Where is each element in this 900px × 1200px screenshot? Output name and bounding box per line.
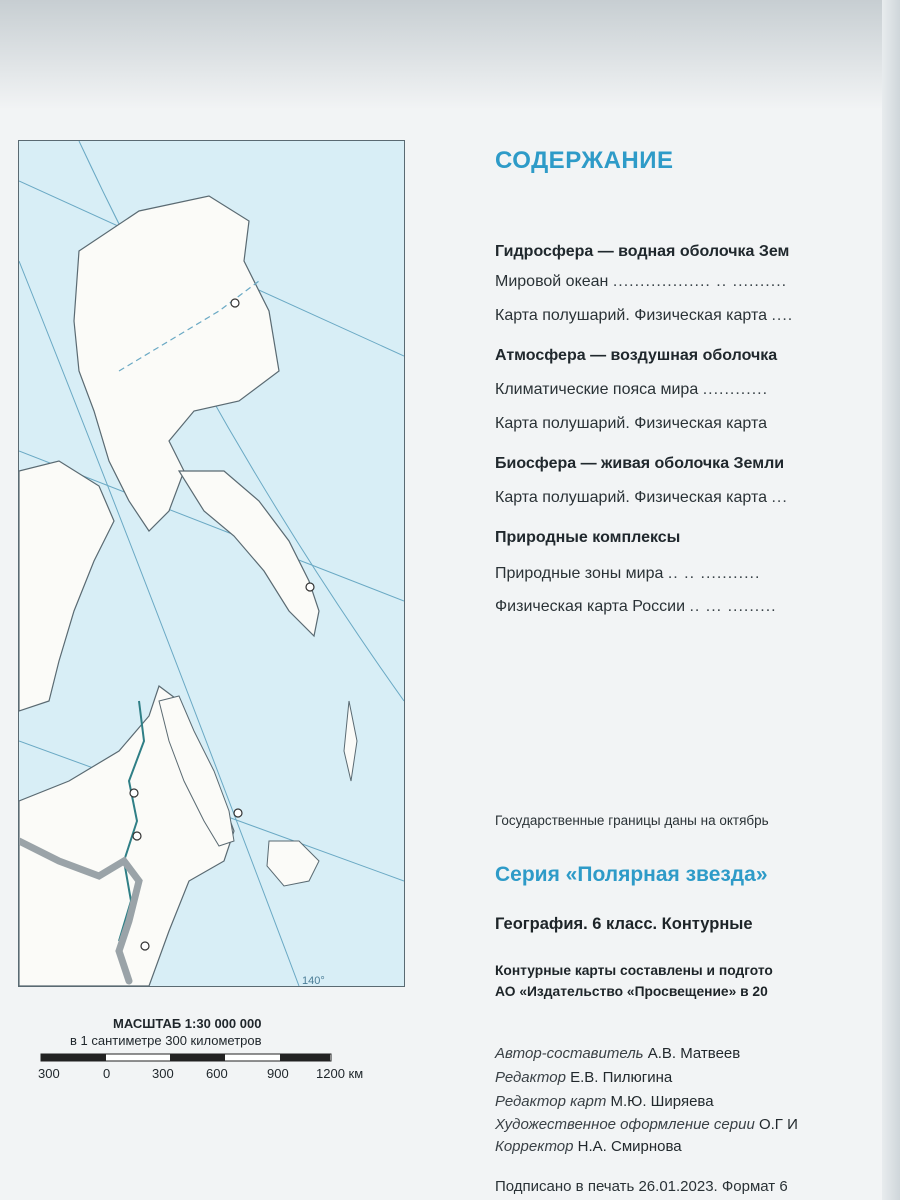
credit-line — [495, 1093, 714, 1110]
scale-tick: 300 — [152, 1066, 174, 1081]
scale-tick: 1200 км — [316, 1066, 364, 1081]
toc-section[interactable] — [495, 347, 900, 365]
toc-leader: ... — [771, 489, 788, 506]
prepared-line: АО «Издательство «Просвещение» в 20 — [495, 984, 768, 999]
toc-title: СОДЕРЖАНИЕ — [495, 147, 674, 174]
toc-item[interactable] — [495, 565, 900, 583]
credit-role: Редактор — [495, 1069, 566, 1086]
series-title: Серия «Полярная звезда» — [495, 863, 768, 886]
toc-label: Природные зоны мира — [495, 565, 664, 582]
map-meridian-label: 140° — [302, 975, 325, 986]
city-marker — [234, 809, 242, 817]
city-marker — [231, 299, 239, 307]
toc-label: Карта полушарий. Физическая карта — [495, 489, 768, 506]
toc-label: Гидросфера — водная оболочка Зем — [495, 243, 790, 260]
toc-leader: .................. .. .......... — [612, 273, 788, 290]
toc-item[interactable] — [495, 307, 900, 325]
credit-line — [495, 1045, 740, 1062]
credit-role: Автор-составитель — [495, 1045, 644, 1062]
credit-name: Н.А. Смирнова — [577, 1138, 682, 1155]
credit-line — [495, 1138, 682, 1155]
toc-label: Карта полушарий. Физическая карта — [495, 415, 768, 432]
scale-tick: 900 — [267, 1066, 289, 1081]
city-marker — [133, 832, 141, 840]
credit-role: Корректор — [495, 1138, 574, 1155]
scale-tick: 600 — [206, 1066, 228, 1081]
toc-label: Климатические пояса мира — [495, 381, 699, 398]
toc-label: Биосфера — живая оболочка Земли — [495, 455, 785, 472]
credit-name: М.Ю. Ширяева — [610, 1093, 714, 1110]
toc-section[interactable] — [495, 455, 900, 473]
credit-role: Художественное оформление серии — [495, 1116, 755, 1133]
map-drawing — [19, 141, 404, 986]
credit-name: А.В. Матвеев — [647, 1045, 741, 1062]
scale-tick: 300 — [38, 1066, 60, 1081]
scale-bar — [40, 1052, 350, 1066]
toc-section[interactable] — [495, 529, 900, 547]
prepared-line: Контурные карты составлены и подгото — [495, 963, 773, 978]
toc-item[interactable] — [495, 415, 900, 433]
credit-name: Е.В. Пилюгина — [570, 1069, 673, 1086]
toc-label: Атмосфера — воздушная оболочка — [495, 347, 778, 364]
toc-label: Мировой океан — [495, 273, 609, 290]
signed-to-print: Подписано в печать 26.01.2023. Формат 6 — [495, 1178, 788, 1195]
city-marker — [141, 942, 149, 950]
toc-item[interactable] — [495, 381, 900, 399]
toc-label: Природные комплексы — [495, 529, 681, 546]
toc-item[interactable] — [495, 489, 900, 507]
toc-leader: .... — [771, 307, 794, 324]
borders-note: Государственные границы даны на октябрь — [495, 813, 769, 828]
credit-role: Редактор карт — [495, 1093, 607, 1110]
toc-section[interactable] — [495, 243, 900, 261]
scale-title: МАСШТАБ 1:30 000 000 — [113, 1016, 262, 1031]
toc-leader: .. .. ........... — [667, 565, 761, 582]
toc-label: Карта полушарий. Физическая карта — [495, 307, 768, 324]
toc-leader: .. ... ......... — [689, 598, 777, 615]
credit-name: О.Г И — [758, 1116, 798, 1133]
city-marker — [130, 789, 138, 797]
city-marker — [306, 583, 314, 591]
toc-leader: ............ — [702, 381, 769, 398]
toc-item[interactable] — [495, 273, 900, 291]
contour-map — [18, 140, 405, 987]
credit-line — [495, 1069, 672, 1086]
scale-subtitle: в 1 сантиметре 300 километров — [70, 1033, 262, 1048]
toc-item[interactable] — [495, 598, 900, 616]
toc-label: Физическая карта России — [495, 598, 685, 615]
credit-line — [495, 1116, 798, 1133]
book-subtitle: География. 6 класс. Контурные — [495, 915, 753, 933]
scale-tick: 0 — [103, 1066, 111, 1081]
